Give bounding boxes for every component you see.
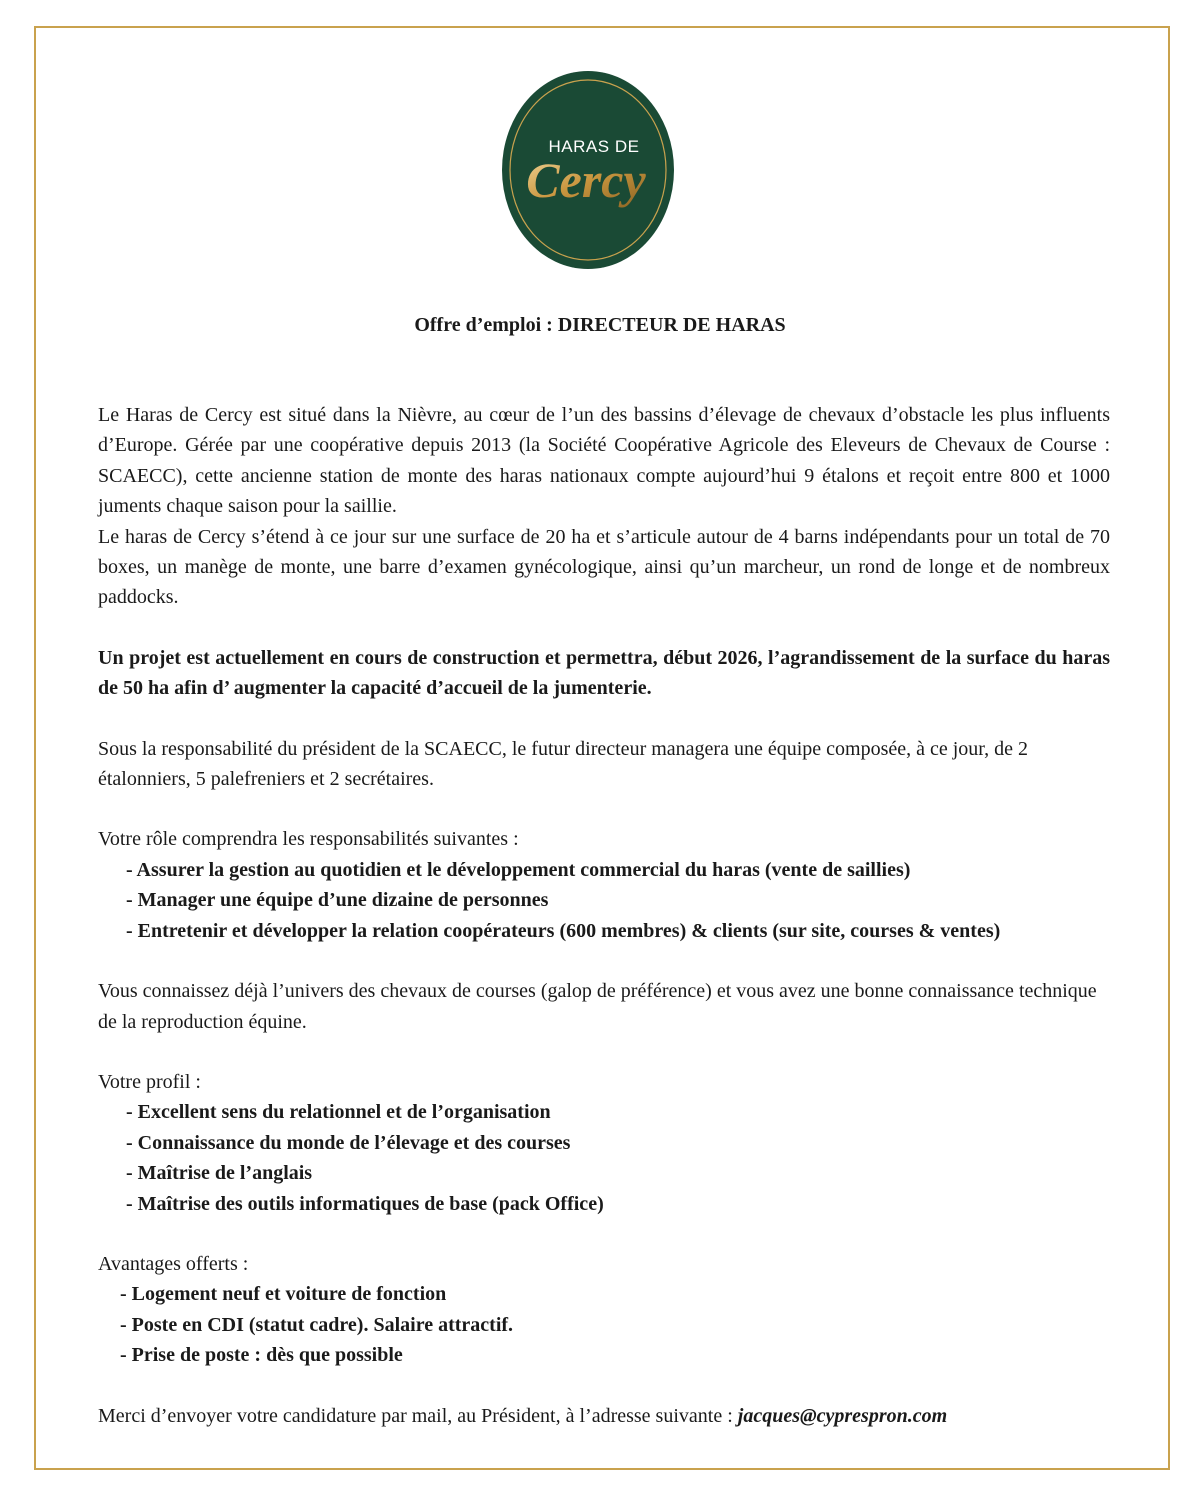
- benefits-list: [98, 1279, 1110, 1370]
- logo-script-text: Cercy: [526, 152, 646, 208]
- list-item: - Entretenir et développer la relation coopérateurs (600 membres) & clients (sur site, courses & ventes): [126, 919, 1001, 942]
- list-item: - Poste en CDI (statut cadre). Salaire attractif.: [120, 1313, 514, 1336]
- list-item: - Assurer la gestion au quotidien et le développement commercial du haras (vente de saillies): [126, 858, 911, 881]
- intro-paragraph-2: Le haras de Cercy s’étend à ce jour sur une surface de 20 ha et s’articule autour de 4 barns indépendants pour un total de 70 boxes, un manège de monte, une barre d’examen gynécologique, ainsi qu’un marcheur, un rond de longe et de nombreux paddocks.: [98, 525, 1110, 609]
- logo-top-text: HARAS DE: [548, 137, 640, 156]
- intro-paragraph-1: Le Haras de Cercy est situé dans la Nièvre, au cœur de l’un des bassins d’élevage de chevaux d’obstacle les plus influents d’Europe. Gérée par une coopérative depuis 2013 (la Société Coopérative Agricole des Eleveurs de Chevaux de Course : SCAECC), cette ancienne station de monte des haras nationaux compte aujourd’hui 9 étalons et reçoit entre 800 et 1000 juments chaque saison pour la saillie.: [98, 404, 1110, 518]
- list-item: - Manager une équipe d’une dizaine de personnes: [126, 889, 549, 912]
- list-item: - Maîtrise des outils informatiques de base (pack Office): [126, 1192, 604, 1215]
- list-item: - Prise de poste : dès que possible: [120, 1344, 403, 1367]
- contact-text: Merci d’envoyer votre candidature par mail, au Président, à l’adresse suivante :: [98, 1404, 738, 1427]
- haras-de-cercy-logo: [502, 71, 674, 269]
- knowledge-paragraph: Vous connaissez déjà l’univers des chevaux de courses (galop de préférence) et vous avez une bonne connaissance technique de la reproduction équine.: [98, 980, 1097, 1033]
- list-item: - Connaissance du monde de l’élevage et des courses: [126, 1131, 571, 1154]
- contact-paragraph: [98, 1401, 1110, 1431]
- profile-heading: Votre profil :: [98, 1070, 201, 1093]
- project-paragraph: Un projet est actuellement en cours de construction et permettra, début 2026, l’agrandissement de la surface du haras de 50 ha afin d’ augmenter la capacité d’accueil de la jumenterie.: [98, 646, 1110, 700]
- page-title: Offre d’emploi : DIRECTEUR DE HARAS: [414, 314, 786, 336]
- role-list: [98, 855, 1110, 946]
- document-body: [98, 400, 1110, 1431]
- list-item: - Excellent sens du relationnel et de l’organisation: [126, 1101, 551, 1124]
- benefits-heading: Avantages offerts :: [98, 1252, 249, 1275]
- contact-email-link[interactable]: jacques@cyprespron.com: [737, 1404, 948, 1427]
- list-item: - Logement neuf et voiture de fonction: [120, 1283, 447, 1306]
- role-heading: Votre rôle comprendra les responsabilités suivantes :: [98, 828, 519, 851]
- profile-list: [98, 1097, 1110, 1219]
- team-paragraph: Sous la responsabilité du président de la SCAECC, le futur directeur managera une équipe composée, à ce jour, de 2 étalonniers, 5 palefreniers et 2 secrétaires.: [98, 737, 1029, 791]
- list-item: - Maîtrise de l’anglais: [126, 1162, 313, 1185]
